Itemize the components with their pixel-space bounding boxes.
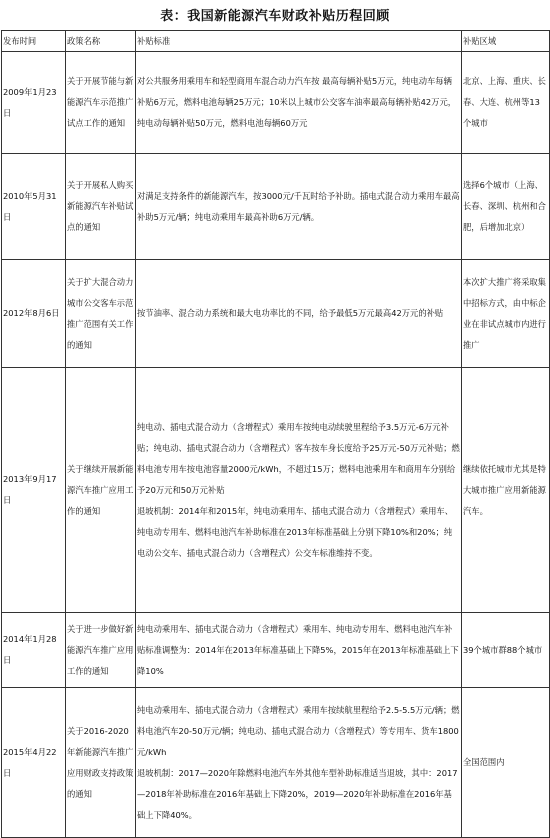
cell-standard: 对公共服务用乘用车和轻型商用车混合动力汽车按 最高每辆补贴5万元，纯电动车每辆补贴6万元，燃料电池每辆25万元；10米以上城市公交客车油率最高每辆补贴42万元，纯电动每辆补贴50万元，燃料电池每辆60万元 [136,52,462,154]
cell-date: 2015年4月22日 [2,688,66,838]
cell-policy: 关于开展私人购买新能源汽车补贴试点的通知 [66,154,136,260]
table-row [2,154,550,260]
table-header-row [2,31,550,52]
cell-standard: 按节油率、混合动力系统和最大电功率比的不同，给予最低5万元最高42万元的补贴 [136,260,462,368]
table-row [2,260,550,368]
cell-standard: 对满足支持条件的新能源汽车，按3000元/千瓦时给予补助。插电式混合动力乘用车最高补助5万元/辆；纯电动乘用车最高补助6万元/辆。 [136,154,462,260]
subsidy-history-table [1,30,550,838]
cell-region: 北京、上海、重庆、长春、大连、杭州等13个城市 [462,52,550,154]
table-row [2,613,550,688]
cell-region: 本次扩大推广将采取集中招标方式，由中标企业在非试点城市内进行推广 [462,260,550,368]
cell-policy: 关于进一步做好新能源汽车推广应用工作的通知 [66,613,136,688]
cell-policy: 关于扩大混合动力城市公交客车示范推广范围有关工作的通知 [66,260,136,368]
header-date: 发布时间 [2,31,66,52]
cell-standard: 纯电动、插电式混合动力（含增程式）乘用车按纯电动续驶里程给予3.5万元-6万元补贴；纯电动、插电式混合动力（含增程式）客车按车身长度给予25万元-50万元补贴；燃料电池专用车按电池容量2000元/kWh，不超过15万；燃料电池乘用车和商用车分别给予20万元和50万元补贴 退坡机制：2014年和2015年，纯电动乘用车、插电式混合动力（含增程式）乘用车、纯电动专用车、燃料电池汽车补助标准在2013年标准基础上分别下降10%和20%；纯电动公交车、插电式混合动力（含增程式）公交车标准维持不变。 [136,368,462,613]
table-row [2,688,550,838]
cell-region: 选择6个城市（上海、长春、深圳、杭州和合肥，后增加北京） [462,154,550,260]
cell-date: 2010年5月31日 [2,154,66,260]
cell-date: 2009年1月23日 [2,52,66,154]
cell-region: 39个城市群88个城市 [462,613,550,688]
table-row [2,52,550,154]
header-region: 补贴区域 [462,31,550,52]
table-row [2,368,550,613]
cell-policy: 关于开展节能与新能源汽车示范推广试点工作的通知 [66,52,136,154]
cell-date: 2014年1月28日 [2,613,66,688]
table-title: 表：我国新能源汽车财政补贴历程回顾 [160,9,390,24]
header-policy: 政策名称 [66,31,136,52]
header-standard: 补贴标准 [136,31,462,52]
cell-region: 全国范围内 [462,688,550,838]
cell-date: 2013年9月17日 [2,368,66,613]
cell-region: 继续依托城市尤其是特大城市推广应用新能源汽车。 [462,368,550,613]
cell-standard: 纯电动乘用车、插电式混合动力（含增程式）乘用车、纯电动专用车、燃料电池汽车补贴标准调整为：2014年在2013年标准基础上下降5%，2015年在2013年标准基础上下降10% [136,613,462,688]
cell-date: 2012年8月6日 [2,260,66,368]
cell-standard: 纯电动乘用车、插电式混合动力（含增程式）乘用车按续航里程给予2.5-5.5万元/辆；燃料电池汽车20-50万元/辆；纯电动、插电式混合动力（含增程式）等专用车、货车1800元/kWh 退坡机制：2017—2020年除燃料电池汽车外其他车型补助标准适当退坡，其中：2017—2018年补助标准在2016年基础上下降20%，2019—2020年补助标准在2016年基础上下降40%。 [136,688,462,838]
cell-policy: 关于继续开展新能源汽车推广应用工作的通知 [66,368,136,613]
cell-policy: 关于2016-2020年新能源汽车推广应用财政支持政策的通知 [66,688,136,838]
